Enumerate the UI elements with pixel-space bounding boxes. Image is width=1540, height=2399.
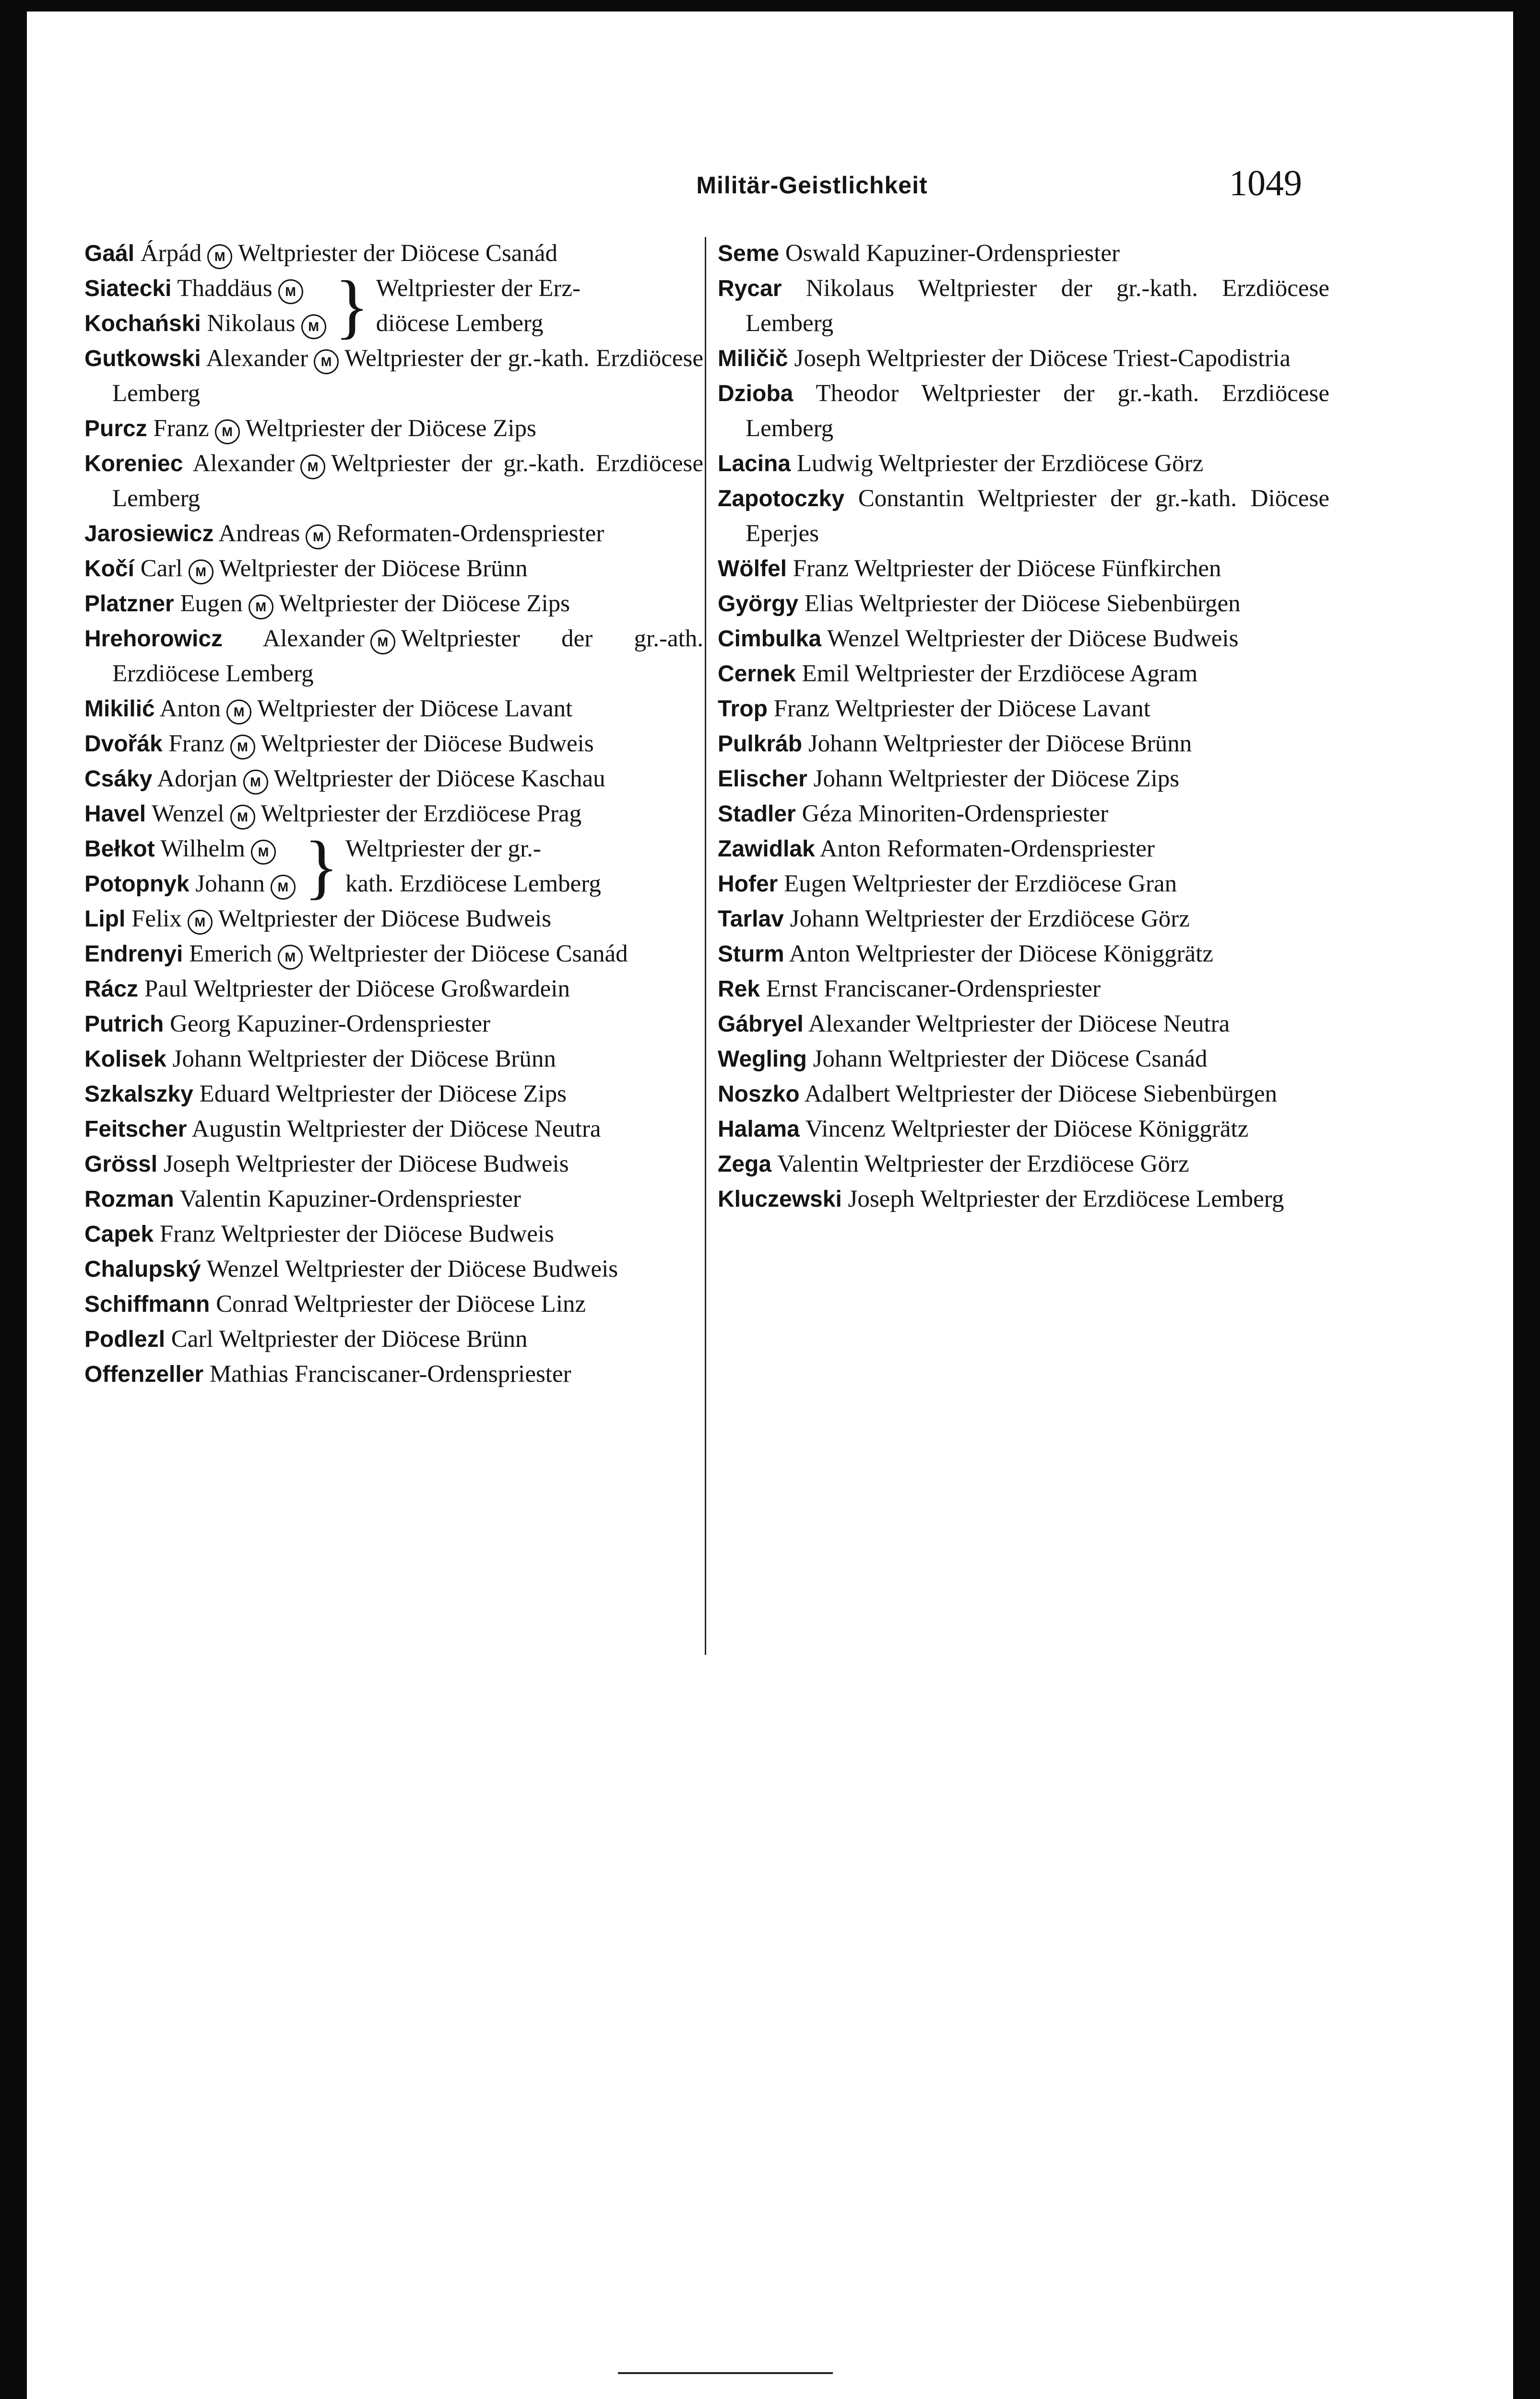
entry-given-name: Emerich — [189, 940, 272, 967]
entry — [718, 1147, 1329, 1182]
left-column — [84, 236, 703, 1392]
entry-description: Weltpriester der Diöcese Linz — [294, 1291, 586, 1318]
entry-name: Feitscher — [84, 1116, 187, 1142]
entry-description: Joseph Weltpriester der Diöcese Triest-Capodistria — [794, 345, 1291, 372]
entry-name: Seme — [718, 241, 780, 266]
entry-given-name: Adorjan — [157, 765, 237, 792]
military-mark-icon: M — [207, 244, 232, 269]
entry — [84, 446, 703, 516]
entry-description: Theodor Weltpriester der gr.-kath. Erzdiöcese Lemberg — [746, 380, 1329, 442]
entry — [84, 691, 703, 726]
entry-name: Endrenyi — [84, 941, 183, 967]
entry-name: Pulkráb — [718, 731, 803, 757]
entry-group-line — [84, 271, 332, 306]
entry — [84, 551, 703, 586]
entry — [718, 621, 1329, 656]
entry-description: Weltpriester der gr.-ath. Erzdiöcese Lemberg — [112, 625, 704, 687]
entry — [84, 1357, 703, 1392]
entry-name: Offenzeller — [84, 1362, 204, 1387]
entry-description: Johann Weltpriester der Diöcese Csanád — [813, 1045, 1208, 1072]
entry-name: Zega — [718, 1152, 772, 1177]
entry-name: Potopnyk — [84, 871, 190, 897]
entry — [84, 726, 703, 761]
entry-description: Johann Weltpriester der Diöcese Brünn — [808, 730, 1192, 757]
entry — [718, 796, 1329, 831]
entry-description: Weltpriester der Diöcese Zips — [275, 1081, 567, 1107]
entry-given-name: Anton — [159, 695, 221, 722]
entry-description: Anton Reformaten-Ordenspriester — [819, 835, 1155, 862]
entry-group-description — [376, 271, 580, 341]
entry-description: Weltpriester der Diöcese Kaschau — [273, 765, 605, 792]
entry-description: Kapuziner-Ordenspriester — [267, 1186, 521, 1212]
military-mark-icon: M — [188, 910, 213, 935]
entry-given-name: Johann — [195, 870, 265, 897]
entry — [718, 376, 1329, 446]
entry-name: Halama — [718, 1116, 800, 1142]
entry — [84, 586, 703, 621]
entry — [718, 726, 1329, 761]
entry-description-line: kath. Erzdiöcese Lemberg — [345, 870, 601, 897]
entry — [84, 1252, 703, 1287]
entry — [84, 1042, 703, 1077]
entry-description: Wenzel Weltpriester der Diöcese Budweis — [827, 625, 1239, 652]
entry-description: Joseph Weltpriester der Erzdiöcese Lemberg — [848, 1186, 1284, 1212]
brace-glyph: } — [304, 827, 339, 906]
entry — [84, 796, 703, 831]
military-mark-icon: M — [226, 700, 251, 724]
entry — [718, 831, 1329, 867]
entry — [718, 867, 1329, 902]
entry-name: Jarosiewicz — [84, 521, 214, 546]
entry — [718, 1042, 1329, 1077]
entry-description: Géza Minoriten-Ordenspriester — [802, 800, 1109, 827]
entry-name: Lipl — [84, 906, 126, 932]
entry-description: Johann Weltpriester der Diöcese Zips — [813, 765, 1180, 792]
entry-description: Weltpriester der Erzdiöcese Prag — [261, 800, 582, 827]
entry-group — [84, 827, 703, 906]
entry-name: Dzioba — [718, 381, 794, 406]
entry-given-name: Valentin — [179, 1186, 261, 1212]
entry — [84, 1217, 703, 1252]
entry-description: Weltpriester der Diöcese Budweis — [236, 1151, 569, 1177]
entry — [718, 972, 1329, 1007]
entry-description: Weltpriester der Diöcese Csanád — [308, 940, 628, 967]
entry-description: Adalbert Weltpriester der Diöcese Siebenbürgen — [804, 1081, 1277, 1107]
entry — [718, 761, 1329, 796]
entry-given-name: Andreas — [218, 520, 300, 547]
entry — [718, 1182, 1329, 1217]
brace-glyph: } — [334, 266, 369, 346]
entry-name: Elischer — [718, 766, 807, 792]
entry-name: Rycar — [718, 276, 782, 301]
military-mark-icon: M — [278, 279, 303, 304]
military-mark-icon: M — [243, 770, 268, 795]
entry-given-name: Eugen — [180, 590, 243, 617]
entry-given-name: Nikolaus — [207, 310, 296, 337]
entry — [84, 972, 703, 1007]
entry-description: Weltpriester der Diöcese Brünn — [219, 1326, 528, 1353]
military-mark-icon: M — [314, 349, 339, 374]
entry-given-name: Johann — [172, 1045, 242, 1072]
entry-description-line: Weltpriester der Erz- — [376, 275, 580, 302]
entry-name: Kluczewski — [718, 1187, 842, 1212]
military-mark-icon: M — [300, 454, 325, 479]
entry — [718, 341, 1329, 376]
entry-name: Hrehorowicz — [84, 626, 223, 652]
entry-description: Oswald Kapuziner-Ordenspriester — [785, 240, 1120, 267]
entry-name: Podlezl — [84, 1327, 166, 1352]
entry-description: Weltpriester der Diöcese Lavant — [257, 695, 573, 722]
entry-given-name: Joseph — [163, 1151, 230, 1177]
entry-description: Ernst Franciscaner-Ordenspriester — [766, 975, 1101, 1002]
military-mark-icon: M — [215, 419, 240, 444]
entry-description: Weltpriester der Diöcese Budweis — [261, 730, 594, 757]
entry-description: Weltpriester der Diöcese Großwardein — [193, 975, 570, 1002]
entry-name: Wegling — [718, 1046, 807, 1072]
entry-description: Weltpriester der Diöcese Budweis — [221, 1221, 554, 1247]
military-mark-icon: M — [370, 629, 395, 654]
entry-group-line — [84, 306, 332, 341]
entry — [84, 1322, 703, 1357]
entry-name: Kolisek — [84, 1046, 166, 1072]
entry-name: Koreniec — [84, 451, 183, 476]
military-mark-icon: M — [251, 840, 276, 865]
entry — [718, 937, 1329, 972]
entry-given-name: Mathias — [209, 1361, 289, 1388]
entry-given-name: Wilhelm — [160, 835, 245, 862]
column-divider — [705, 237, 706, 1655]
running-title: Militär-Geistlichkeit — [696, 172, 928, 199]
entry-name: Putrich — [84, 1011, 164, 1037]
page-number: 1049 — [1229, 163, 1302, 203]
entry-name: Schiffmann — [84, 1292, 210, 1317]
entry — [84, 902, 703, 937]
entry — [84, 1182, 703, 1217]
entry-description: Weltpriester der Diöcese Neutra — [287, 1116, 601, 1142]
entry — [718, 586, 1329, 621]
entry-name: Gábryel — [718, 1011, 804, 1037]
entry-description: Valentin Weltpriester der Erzdiöcese Görz — [777, 1151, 1189, 1177]
entry-name: Gutkowski — [84, 346, 201, 371]
entry — [84, 341, 703, 411]
entry-name: Siatecki — [84, 276, 172, 301]
entry — [718, 551, 1329, 586]
entry-name: Hofer — [718, 871, 778, 897]
entry — [84, 236, 703, 271]
entry — [718, 1112, 1329, 1147]
entry-given-name: Franz — [168, 730, 225, 757]
entry-description: Kapuziner-Ordenspriester — [237, 1010, 490, 1037]
entry-name: Havel — [84, 801, 146, 827]
entry-name: Lacina — [718, 451, 791, 476]
entry-given-name: Felix — [131, 905, 182, 932]
entry-given-name: Carl — [171, 1326, 213, 1353]
entry — [84, 411, 703, 446]
military-mark-icon: M — [230, 735, 255, 760]
entry-description: Ludwig Weltpriester der Erzdiöcese Görz — [796, 450, 1204, 477]
entry-name: Cimbulka — [718, 626, 822, 652]
entry-given-name: Alexander — [192, 450, 295, 477]
entry-name: Stadler — [718, 801, 796, 827]
page-header — [27, 163, 1513, 211]
military-mark-icon: M — [306, 524, 331, 549]
page — [27, 12, 1513, 2399]
entry — [718, 902, 1329, 937]
entry — [84, 1147, 703, 1182]
entry-name: Rácz — [84, 976, 139, 1002]
entry-description: Weltpriester der Diöcese Zips — [279, 590, 570, 617]
entry-name: György — [718, 591, 799, 617]
entry — [84, 937, 703, 972]
entry-given-name: Conrad — [216, 1291, 288, 1318]
entry — [718, 481, 1329, 551]
entry-group-names — [84, 831, 301, 902]
entry-name: Kochański — [84, 311, 201, 336]
entry-group-names — [84, 271, 332, 341]
entry — [84, 1077, 703, 1112]
entry-description: Weltpriester der Diöcese Budweis — [218, 905, 551, 932]
entry-name: Bełkot — [84, 836, 155, 862]
entry — [84, 761, 703, 796]
entry-given-name: Franz — [153, 415, 209, 442]
entry-name: Capek — [84, 1222, 154, 1247]
entry-description: Weltpriester der Diöcese Brünn — [247, 1045, 556, 1072]
entry-description: Elias Weltpriester der Diöcese Siebenbürgen — [804, 590, 1241, 617]
entry-name: Grössl — [84, 1152, 158, 1177]
entry-name: Csáky — [84, 766, 153, 792]
entry — [718, 691, 1329, 726]
entry-given-name: Wenzel — [206, 1256, 280, 1283]
entry-given-name: Carl — [140, 555, 183, 582]
entry-given-name: Wenzel — [151, 800, 225, 827]
entry — [84, 1112, 703, 1147]
entry-group-line — [84, 831, 301, 867]
entry-group-line — [84, 867, 301, 902]
entry-description: Franz Weltpriester der Diöcese Lavant — [773, 695, 1150, 722]
entry-given-name: Paul — [144, 975, 188, 1002]
entry-description: Weltpriester der Diöcese Zips — [245, 415, 536, 442]
entry-given-name: Alexander — [262, 625, 365, 652]
entry-name: Cernek — [718, 661, 796, 687]
entry-name: Trop — [718, 696, 768, 722]
entry — [718, 446, 1329, 481]
entry-name: Mikilić — [84, 696, 155, 722]
entry — [718, 236, 1329, 271]
entry-name: Noszko — [718, 1081, 800, 1107]
entry-name: Purcz — [84, 416, 147, 441]
entry — [84, 621, 703, 691]
entry-description-line: Weltpriester der gr.- — [345, 835, 541, 862]
entry-name: Chalupský — [84, 1257, 201, 1282]
entry — [718, 1077, 1329, 1112]
entry-description: Franciscaner-Ordenspriester — [294, 1361, 571, 1388]
entry-group-description — [345, 831, 601, 902]
entry-name: Gaál — [84, 241, 135, 266]
entry-given-name: Thaddäus — [177, 275, 272, 302]
entry-given-name: Georg — [170, 1010, 231, 1037]
entry-name: Tarlav — [718, 906, 784, 932]
entry-description: Anton Weltpriester der Diöcese Königgrätz — [789, 940, 1213, 967]
military-mark-icon: M — [278, 945, 303, 970]
entry-description: Johann Weltpriester der Erzdiöcese Görz — [790, 905, 1190, 932]
entry-name: Wölfel — [718, 556, 787, 582]
entry-group — [84, 266, 703, 346]
entry-description: Weltpriester der Diöcese Budweis — [285, 1256, 618, 1283]
entry-description: Nikolaus Weltpriester der gr.-kath. Erzdiöcese Lemberg — [746, 275, 1330, 337]
military-mark-icon: M — [230, 805, 255, 830]
entry-description: Vincenz Weltpriester der Diöcese Königgrätz — [805, 1116, 1249, 1142]
entry-description: Eugen Weltpriester der Erzdiöcese Gran — [784, 870, 1177, 897]
entry-name: Sturm — [718, 941, 784, 967]
entry — [84, 1007, 703, 1042]
entry-description: Weltpriester der Diöcese Brünn — [219, 555, 528, 582]
entry-description: Reformaten-Ordenspriester — [336, 520, 604, 547]
entry-name: Platzner — [84, 591, 174, 617]
entry-description: Constantin Weltpriester der gr.-kath. Diöcese Eperjes — [746, 485, 1330, 547]
right-column — [718, 236, 1329, 1217]
entry — [84, 516, 703, 551]
entry-description: Franz Weltpriester der Diöcese Fünfkirchen — [793, 555, 1221, 582]
entry-name: Rek — [718, 976, 760, 1002]
military-mark-icon: M — [271, 875, 296, 900]
entry-given-name: Eduard — [199, 1081, 270, 1107]
military-mark-icon: M — [189, 559, 213, 584]
end-rule — [618, 2372, 833, 2374]
entry-description: Weltpriester der gr.-kath. Erzdiöcese Lemberg — [112, 345, 704, 407]
entry-given-name: Árpád — [140, 240, 202, 267]
entry-name: Kočí — [84, 556, 135, 582]
entry — [718, 656, 1329, 691]
entry-name: Zawidlak — [718, 836, 815, 862]
entry-description: Weltpriester der gr.-kath. Erzdiöcese Lemberg — [112, 450, 704, 512]
entry — [84, 1287, 703, 1322]
entry — [718, 1007, 1329, 1042]
military-mark-icon: M — [301, 314, 326, 339]
entry — [718, 271, 1329, 341]
entry-given-name: Franz — [159, 1221, 215, 1247]
entry-description: Weltpriester der Diöcese Csanád — [238, 240, 557, 267]
entry-description: Emil Weltpriester der Erzdiöcese Agram — [802, 660, 1198, 687]
entry-given-name: Augustin — [191, 1116, 282, 1142]
entry-given-name: Alexander — [206, 345, 308, 372]
entry-name: Miličič — [718, 346, 788, 371]
entry-name: Szkalszky — [84, 1081, 193, 1107]
entry-description-line: diöcese Lemberg — [376, 310, 544, 337]
entry-description: Alexander Weltpriester der Diöcese Neutra — [808, 1010, 1230, 1037]
entry-name: Dvořák — [84, 731, 163, 757]
military-mark-icon: M — [249, 594, 273, 619]
entry-name: Rozman — [84, 1187, 174, 1212]
entry-name: Zapotoczky — [718, 486, 845, 511]
